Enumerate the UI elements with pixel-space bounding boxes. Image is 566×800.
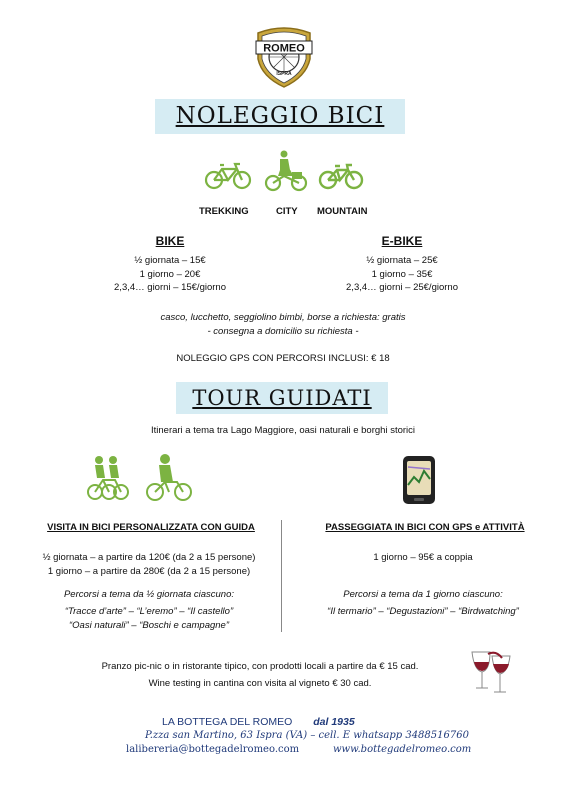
svg-text:ISPRA: ISPRA	[276, 71, 292, 77]
left-themes-1: “Tracce d’arte” – “L’eremo” – “Il castello”	[64, 606, 234, 617]
right-theme-label: Percorsi a tema da 1 giorno ciascuno:	[343, 589, 503, 600]
right-column-heading: PASSEGGIATA IN BICI CON GPS e ATTIVITÀ	[325, 522, 525, 533]
bike-price-line: 1 giorno – 20€	[139, 268, 201, 280]
left-column-heading: VISITA IN BICI PERSONALIZZATA CON GUIDA	[47, 522, 255, 533]
ebike-price-line: 1 giorno – 35€	[371, 268, 433, 280]
left-theme-label: Percorsi a tema da ½ giornata ciascuno:	[63, 589, 235, 600]
ebike-title: E-BIKE	[381, 234, 423, 248]
ebike-price-line: ½ giornata – 25€	[366, 255, 438, 266]
footer-website[interactable]: www.bottegadelromeo.com	[333, 744, 472, 755]
footer-name: LA BOTTEGA DEL ROMEO	[162, 716, 293, 728]
food-line-1: Pranzo pic-nic o in ristorante tipico, con prodotti locali a partire da € 15 cad.	[101, 661, 419, 672]
page-title: NOLEGGIO BICI	[155, 99, 405, 134]
category-mountain: MOUNTAIN	[317, 206, 368, 217]
bike-prices	[90, 234, 250, 295]
ebike-price-line: 2,3,4… giorni – 25€/giorno	[346, 282, 458, 293]
bike-price-line: 2,3,4… giorni – 15€/giorno	[114, 282, 226, 293]
bike-price-line: ½ giornata – 15€	[134, 255, 206, 266]
food-line-2: Wine testing in cantina con visita al vigneto € 30 cad.	[148, 678, 372, 689]
cyclists-group-icon	[87, 454, 193, 507]
category-city: CITY	[276, 206, 298, 217]
footer-email[interactable]: lalibereria@bottegadelromeo.com	[126, 744, 300, 755]
footer-since: dal 1935	[313, 716, 355, 728]
footer-brand	[162, 716, 355, 728]
mountain-bike-icon	[318, 162, 364, 195]
romeo-logo	[252, 25, 316, 89]
footer-address: P.zza san Martino, 63 Ispra (VA) – cell. E whatsapp 3488516760	[145, 730, 469, 741]
column-divider	[281, 520, 282, 632]
tours-subtitle: Itinerari a tema tra Lago Maggiore, oasi naturali e borghi storici	[150, 425, 416, 436]
bike-title: BIKE	[155, 234, 185, 248]
category-trekking: TREKKING	[199, 206, 249, 217]
extras-delivery: - consegna a domicilio su richiesta -	[207, 326, 359, 337]
wine-glasses-icon	[468, 648, 514, 701]
extras-gratis: casco, lucchetto, seggiolino bimbi, borse a richiesta: gratis	[160, 312, 406, 323]
left-price-2: 1 giorno – a partire da 280€ (da 2 a 15 persone)	[47, 566, 251, 577]
left-price-1: ½ giornata – a partire da 120€ (da 2 a 15 persone)	[42, 552, 256, 563]
svg-text:ROMEO: ROMEO	[263, 42, 305, 55]
ebike-prices	[322, 234, 482, 295]
city-bike-icon	[264, 150, 308, 197]
gps-device-icon	[402, 455, 436, 510]
left-themes-2: “Oasi naturali” – “Boschi e campagne”	[69, 620, 229, 631]
right-themes-1: “Il termario” – “Degustazioni” – “Birdwatching”	[327, 606, 519, 617]
extras-gps: NOLEGGIO GPS CON PERCORSI INCLUSI: € 18	[176, 353, 390, 364]
right-price-1: 1 giorno – 95€ a coppia	[373, 552, 473, 563]
tours-title: TOUR GUIDATI	[176, 382, 388, 414]
trekking-bike-icon	[204, 162, 252, 195]
